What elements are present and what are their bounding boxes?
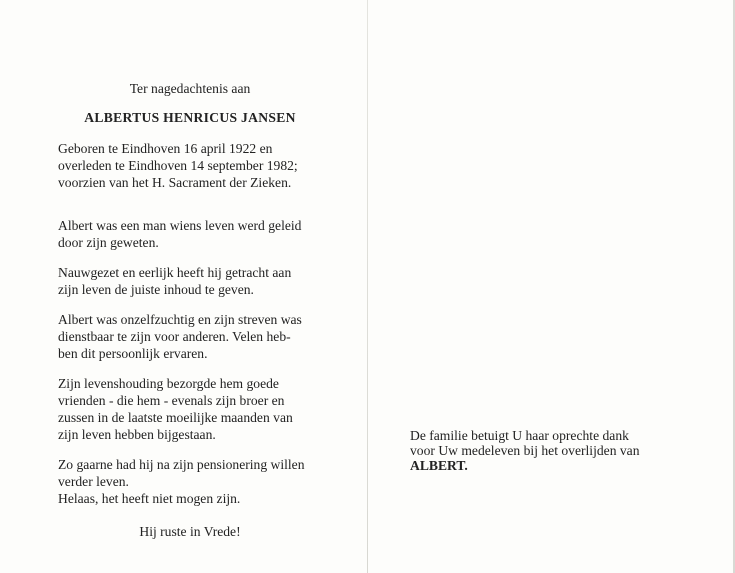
closing-line: Hij ruste in Vrede!	[139, 524, 241, 539]
birth-death-paragraph	[58, 140, 322, 191]
text-line: door zijn geweten.	[58, 235, 159, 250]
thanks-name: ALBERT.	[410, 458, 468, 473]
text-line: overleden te Eindhoven 14 september 1982;	[58, 158, 298, 173]
thanks-line: voor Uw medeleven bij het overlijden van	[410, 443, 640, 458]
text-line: zussen in de laatste moeilijke maanden van	[58, 410, 293, 425]
text-line: vrienden - die hem - evenals zijn broer en	[58, 393, 285, 408]
intro-line: Ter nagedachtenis aan	[129, 81, 251, 96]
text-line: Albert was een man wiens leven werd geleid	[58, 218, 302, 233]
text-line: Zijn levenshouding bezorgde hem goede	[58, 376, 279, 391]
paragraph-friends	[58, 375, 322, 443]
text-line: Albert was onzelfzuchtig en zijn streven was	[58, 312, 302, 327]
text-line: ben dit persoonlijk ervaren.	[58, 346, 208, 361]
text-line: voorzien van het H. Sacrament der Zieken.	[58, 175, 292, 190]
deceased-name: ALBERTUS HENRICUS JANSEN	[84, 110, 296, 125]
left-page	[58, 80, 322, 554]
text-line: Nauwgezet en eerlijk heeft hij getracht aan	[58, 265, 292, 280]
card-fold	[367, 0, 368, 573]
text-line: Zo gaarne had hij na zijn pensionering willen	[58, 457, 305, 472]
paragraph-conscience	[58, 217, 322, 251]
text-line: Geboren te Eindhoven 16 april 1922 en	[58, 141, 273, 156]
paragraph-honesty	[58, 264, 322, 298]
text-line: dienstbaar te zijn voor anderen. Velen heb-	[58, 329, 291, 344]
right-page-thanks	[410, 428, 700, 473]
text-line: zijn leven de juiste inhoud te geven.	[58, 282, 254, 297]
thanks-line: De familie betuigt U haar oprechte dank	[410, 428, 629, 443]
paragraph-selfless	[58, 311, 322, 362]
text-line: verder leven.	[58, 474, 129, 489]
text-line: zijn leven hebben bijgestaan.	[58, 427, 216, 442]
paragraph-pension	[58, 456, 322, 507]
text-line: Helaas, het heeft niet mogen zijn.	[58, 491, 241, 506]
